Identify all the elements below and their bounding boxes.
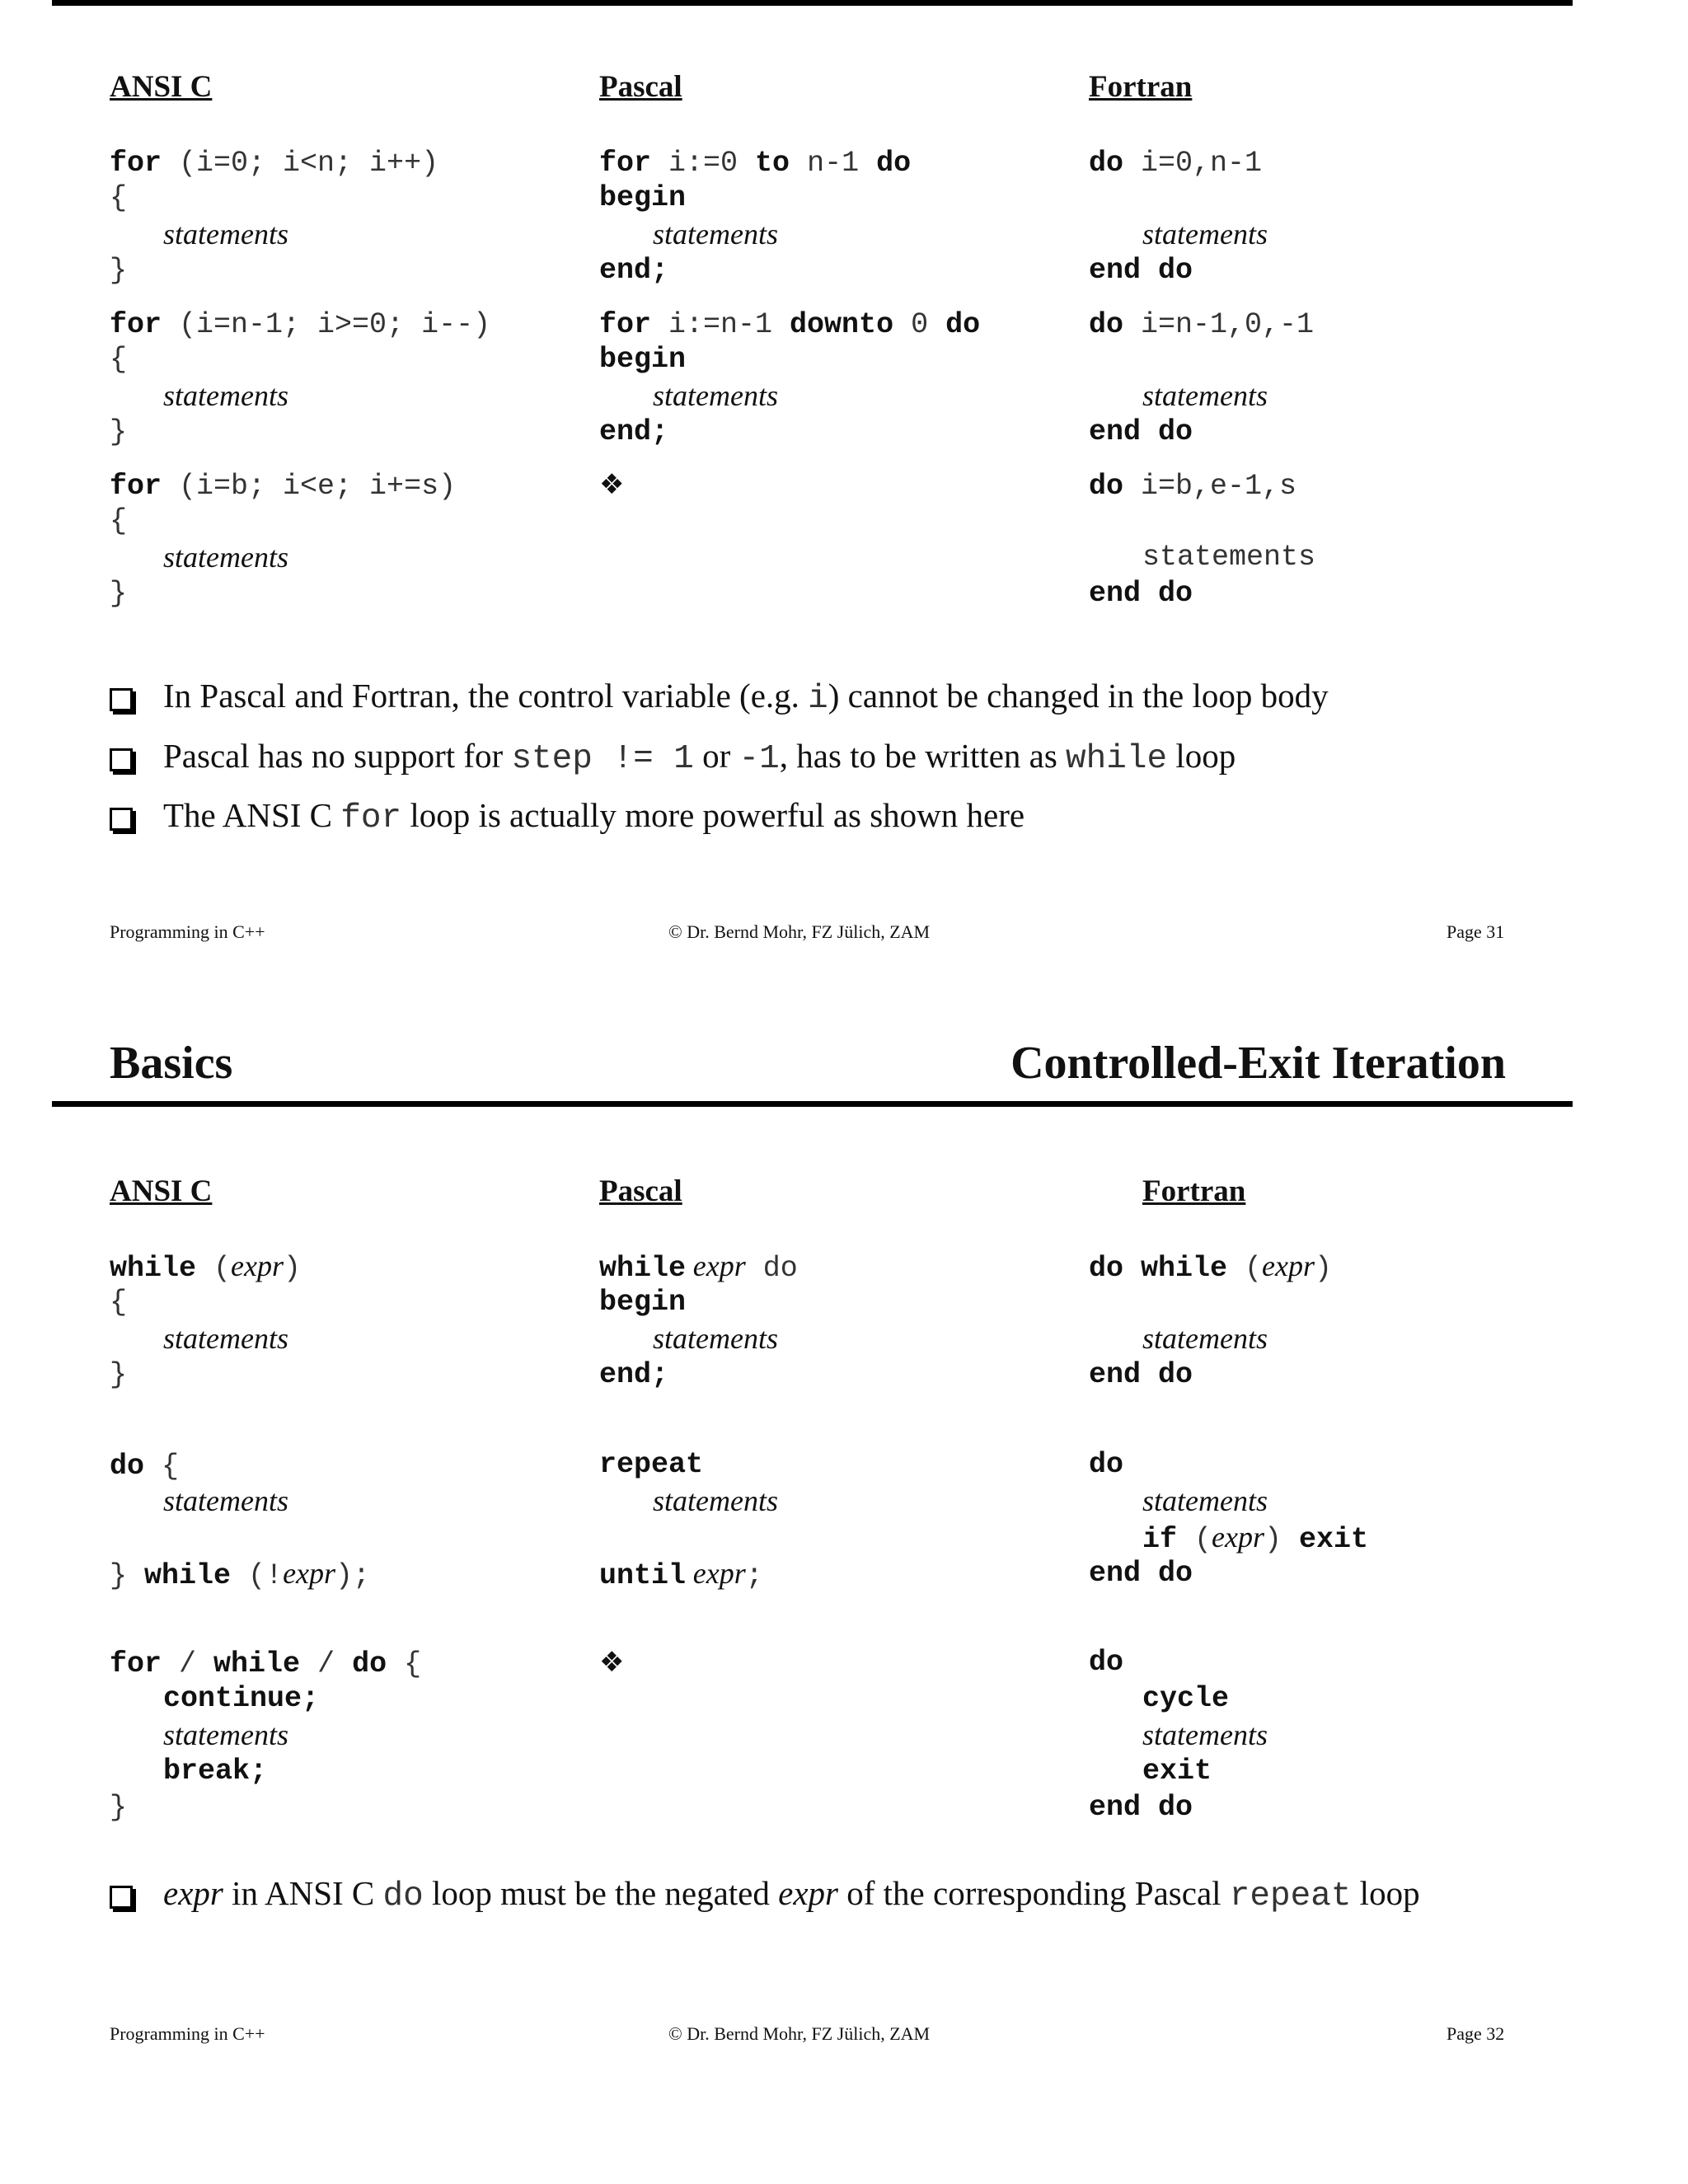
code-line: exit bbox=[1142, 1755, 1212, 1788]
code-line: end do bbox=[1089, 577, 1193, 610]
code-line: end; bbox=[599, 1358, 669, 1391]
checkbox-bullet-icon bbox=[110, 1886, 133, 1909]
page-number: Page 32 bbox=[1447, 2023, 1505, 2044]
code-line: } bbox=[110, 577, 128, 610]
top-rule bbox=[52, 0, 1573, 6]
code-line: } bbox=[110, 1358, 128, 1391]
code-line: do i=b,e-1,s bbox=[1089, 470, 1297, 503]
code-line: continue; bbox=[163, 1682, 320, 1715]
bullet-text: Pascal has no support for step != 1 or -1, has to be written as while loop bbox=[163, 737, 1236, 778]
code-line: if (expr) exit bbox=[1142, 1521, 1369, 1556]
title-rule bbox=[52, 1101, 1573, 1107]
code-line: do i=0,n-1 bbox=[1089, 147, 1263, 180]
code-line: repeat bbox=[599, 1448, 704, 1481]
code-line: end do bbox=[1089, 1791, 1193, 1824]
page-number: Page 31 bbox=[1447, 921, 1505, 942]
code-line: } bbox=[110, 254, 128, 287]
code-line: for i:=0 to n-1 do bbox=[599, 147, 912, 180]
code-line: } bbox=[110, 415, 128, 448]
column-header-pascal: Pascal bbox=[599, 70, 682, 104]
column-header-pascal: Pascal bbox=[599, 1174, 682, 1208]
column-header-fortran: Fortran bbox=[1142, 1174, 1246, 1208]
code-line: while (expr) bbox=[110, 1249, 302, 1285]
column-header-ansi-c: ANSI C bbox=[110, 1174, 213, 1208]
code-line: statements bbox=[163, 379, 288, 412]
code-line: do bbox=[1089, 1448, 1124, 1481]
code-line: for (i=n-1; i>=0; i--) bbox=[110, 308, 491, 341]
footer-left: Programming in C++ bbox=[110, 2023, 265, 2044]
slide-title-right: Controlled-Exit Iteration bbox=[1010, 1038, 1506, 1089]
code-line: statements bbox=[653, 379, 778, 412]
code-line: statements bbox=[163, 1718, 288, 1751]
code-line: end do bbox=[1089, 1358, 1193, 1391]
code-line: } while (!expr); bbox=[110, 1557, 371, 1592]
code-line: statements bbox=[1142, 1718, 1268, 1751]
code-line: statements bbox=[653, 1484, 778, 1517]
footer-center: © Dr. Bernd Mohr, FZ Jülich, ZAM bbox=[668, 2023, 931, 2044]
code-line: begin bbox=[599, 1286, 687, 1319]
code-line: statements bbox=[653, 1322, 778, 1355]
code-line: do while (expr) bbox=[1089, 1249, 1333, 1285]
code-line: statements bbox=[1142, 1484, 1268, 1517]
code-line: while expr do bbox=[599, 1249, 798, 1285]
code-line: statements bbox=[163, 1484, 288, 1517]
code-line: for (i=0; i<n; i++) bbox=[110, 147, 439, 180]
code-line: { bbox=[110, 181, 128, 214]
diamond-icon: ❖ bbox=[599, 468, 625, 501]
checkbox-bullet-icon bbox=[110, 688, 133, 711]
footer-left: Programming in C++ bbox=[110, 921, 265, 942]
code-line: cycle bbox=[1142, 1682, 1230, 1715]
code-line: { bbox=[110, 504, 128, 537]
checkbox-bullet-icon bbox=[110, 748, 133, 771]
code-line: statements bbox=[163, 218, 288, 251]
code-line: break; bbox=[163, 1755, 268, 1788]
code-line: { bbox=[110, 1286, 128, 1319]
code-line: statements bbox=[1142, 379, 1268, 412]
code-line: end do bbox=[1089, 415, 1193, 448]
code-line: end; bbox=[599, 254, 669, 287]
checkbox-bullet-icon bbox=[110, 808, 133, 831]
code-line: do i=n-1,0,-1 bbox=[1089, 308, 1315, 341]
column-header-ansi-c: ANSI C bbox=[110, 70, 213, 104]
column-header-fortran: Fortran bbox=[1089, 70, 1193, 104]
code-line: statements bbox=[163, 541, 288, 574]
bullet-text: The ANSI C for loop is actually more powerful as shown here bbox=[163, 796, 1025, 837]
code-line: until expr; bbox=[599, 1557, 763, 1592]
code-line: statements bbox=[1142, 541, 1316, 574]
footer-center: © Dr. Bernd Mohr, FZ Jülich, ZAM bbox=[668, 921, 931, 942]
code-line: } bbox=[110, 1791, 128, 1824]
code-line: for i:=n-1 downto 0 do bbox=[599, 308, 981, 341]
code-line: statements bbox=[163, 1322, 288, 1355]
code-line: end; bbox=[599, 415, 669, 448]
code-line: { bbox=[110, 343, 128, 376]
code-line: statements bbox=[653, 218, 778, 251]
slide-title-left: Basics bbox=[110, 1038, 233, 1089]
code-line: end do bbox=[1089, 254, 1193, 287]
code-line: begin bbox=[599, 181, 687, 214]
code-line: for / while / do { bbox=[110, 1647, 422, 1680]
code-line: begin bbox=[599, 343, 687, 376]
bullet-text: expr in ANSI C do loop must be the negated expr of the corresponding Pascal repeat loop bbox=[163, 1874, 1420, 1915]
code-line: do { bbox=[110, 1450, 180, 1483]
code-line: end do bbox=[1089, 1557, 1193, 1590]
diamond-icon: ❖ bbox=[599, 1646, 625, 1679]
code-line: statements bbox=[1142, 218, 1268, 251]
code-line: statements bbox=[1142, 1322, 1268, 1355]
code-line: for (i=b; i<e; i+=s) bbox=[110, 470, 457, 503]
code-line: do bbox=[1089, 1646, 1124, 1679]
bullet-text: In Pascal and Fortran, the control variable (e.g. i) cannot be changed in the loop body bbox=[163, 677, 1329, 718]
